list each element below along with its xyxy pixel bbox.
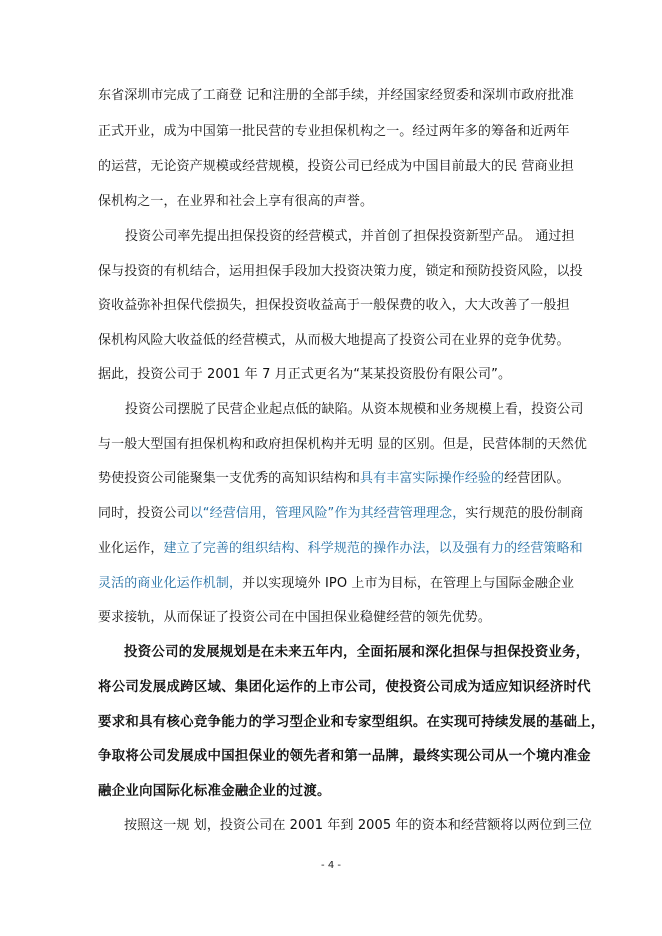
paragraph-3-line-1: 投资公司摆脱了民营企业起点低的缺陷。从资本规模和业务规模上看，投资公司	[125, 402, 584, 417]
paragraph-3-line-3	[98, 470, 570, 487]
paragraph-3-line-6-text: 并以实现境外 IPO 上市为目标，在管理上与国际金融企业	[242, 576, 575, 591]
highlighted-phrase-mechanism: 灵活的商业化运作机制，	[98, 576, 243, 591]
highlighted-phrase-experience: 具有丰富实际操作经验的	[360, 471, 505, 486]
paragraph-1-line-4: 保机构之一，在业界和社会上享有很高的声誉。	[98, 194, 374, 209]
paragraph-1-line-1: 东省深圳市完成了工商登 记和注册的全部手续，并经国家经贸委和深圳市政府批准	[98, 88, 574, 103]
paragraph-2-line-4: 保机构风险大收益低的经营模式，从而极大地提高了投资公司在业界的竞争优势。	[98, 333, 570, 348]
page-number: - 4 -	[321, 860, 341, 871]
paragraph-4-line-1: 投资公司的发展规划是在未来五年内，全面拓展和深化担保与担保投资业务，	[124, 645, 590, 660]
paragraph-3-line-4-text-end: 实行规范的股份制商	[465, 506, 584, 521]
paragraph-4-line-4: 争取将公司发展成中国担保业的领先者和第一品牌，最终实现公司从一个境内准金	[98, 749, 591, 764]
paragraph-2-line-5: 据此，投资公司于 2001 年 7 月正式更名为“某某投资股份有限公司”。	[98, 367, 512, 382]
highlighted-phrase-management-philosophy: 以“经营信用，管理风险”作为其经营管理理念，	[189, 506, 466, 521]
paragraph-4-line-2: 将公司发展成跨区域、集团化运作的上市公司，使投资公司成为适应知识经济时代	[98, 680, 591, 695]
paragraph-2-line-3: 资收益弥补担保代偿损失，担保投资收益高于一般保费的收入，大大改善了一般担	[98, 298, 570, 313]
paragraph-4-line-3: 要求和具有核心竞争能力的学习型企业和专家型组织。在实现可持续发展的基础上，	[98, 715, 605, 730]
paragraph-5-line-1: 按照这一规 划，投资公司在 2001 年到 2005 年的资本和经营额将以两位到三位	[124, 818, 593, 833]
paragraph-1-line-3: 的运营，无论资产规模或经营规模，投资公司已经成为中国目前最大的民 营商业担	[98, 159, 574, 174]
paragraph-3-line-3-text-end: 经营团队。	[504, 471, 570, 486]
paragraph-3-line-5-text: 业化运作，	[98, 541, 164, 556]
paragraph-1-line-2: 正式开业，成为中国第一批民营的专业担保机构之一。经过两年多的筹备和近两年	[98, 124, 570, 139]
paragraph-3-line-3-text: 势使投资公司能聚集一支优秀的高知识结构和	[98, 471, 361, 486]
paragraph-3-line-4	[98, 505, 583, 522]
paragraph-3-line-5	[98, 540, 583, 557]
paragraph-2-line-2: 保与投资的有机结合，运用担保手段加大投资决策力度，锁定和预防投资风险，以投	[98, 264, 583, 279]
paragraph-3-line-2: 与一般大型国有担保机构和政府担保机构并无明 显的区别。但是，民营体制的天然优	[98, 437, 587, 452]
paragraph-2-line-1: 投资公司率先提出担保投资的经营模式，并首创了担保投资新型产品。 通过担	[125, 229, 575, 244]
paragraph-3-line-4-text: 同时，投资公司	[98, 506, 190, 521]
paragraph-4-line-5: 融企业向国际化标准金融企业的过渡。	[98, 784, 331, 799]
paragraph-3-line-7: 要求接轨，从而保证了投资公司在中国担保业稳健经营的领先优势。	[98, 610, 492, 625]
paragraph-3-line-6	[98, 575, 574, 592]
highlighted-phrase-organization: 建立了完善的组织结构、科学规范的操作办法，以及强有力的经营策略和	[163, 541, 583, 556]
